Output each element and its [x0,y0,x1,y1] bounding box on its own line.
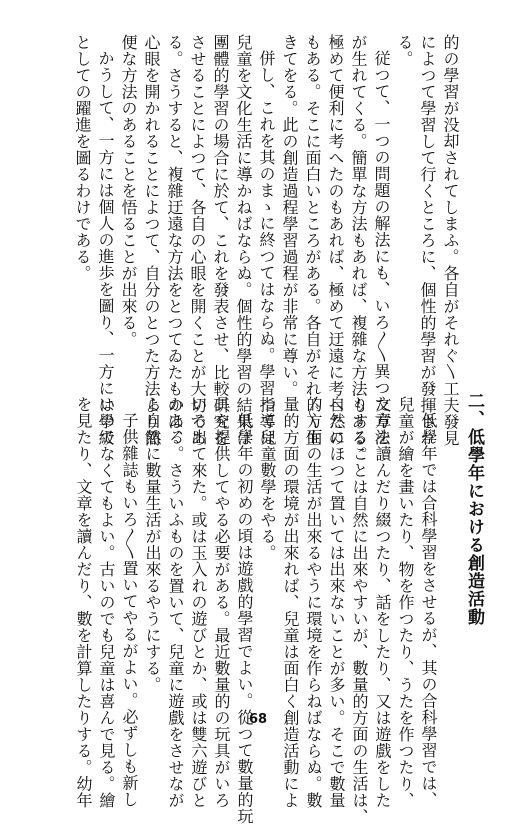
text-line: ら自然に數量生活が出來るやうにする。 [143,396,162,693]
text-line: る。 [395,34,414,67]
text-line: 便な方法のあることを悟ることが出來る。 [119,34,138,348]
text-line: いのでなくてもよい。古いのでも兒童は喜んで見る。繪 [97,396,116,809]
text-line: 自然にほつて置いては出來ないことが多い。そこで數量 [327,396,346,809]
text-line: 兒童を文化生活に導かねばならぬ。個性的學習の結果は [234,34,253,447]
text-line: いろ出て來た。或は玉入れの遊びとか、或は雙六遊びと [189,396,208,809]
text-line: 兒童が繪を畫いたり、物を作つたり、うたを作つたり、 [396,396,415,809]
text-line: させることによつて、各自の心眼を開くことが大切であ [188,34,207,447]
text-line: 極めて便利に考へたのもあれば、極めて迂遠に考へたの [326,34,345,447]
text-line: としての躍進を圖るわけである。 [73,34,92,282]
text-line: きてをる。此の創造過程學習過程が非常に尊い。 [280,34,299,397]
text-line: 具を提供してやる必要がある。最近數量的の玩具がいろ [212,396,231,809]
text-line: 子供雜誌もいろ〳〵置いてやるがよい。必ずしも新し [120,412,139,808]
top-text-block [62,34,462,463]
text-line: が生れてくる。簡單な方法もあれば、複雜な方法もある。 [349,34,368,463]
text-line: る。さうすると、複雜迂遠な方法をとつてゐたものは、 [165,34,184,447]
text-line: 量的方面の環境が出來れば、兒童は面白く創造活動によ [281,396,300,809]
text-line: 的方面の生活が出來るやうに環境を作らねばならぬ。數 [304,396,323,809]
text-line: 低學年の初めの頃は遊戲的學習でよい。從つて數量的玩 [235,412,254,825]
text-line: 文章を讀んだり綴つたり、話をしたり、又は遊戲をした [373,396,392,809]
text-line: 團體的學習の場合に於て、これを發表させ、比較研究を [211,34,230,447]
section-heading: 二、低學年における創造活動 [464,392,484,626]
text-line: かある。さういふものを置いて、兒童に遊戲をさせなが [166,396,185,809]
text-line: 的の學習が没却されてしまふ。各自がそれぐ〵工夫發見 [441,34,460,447]
text-line: 低學年では合科學習をさせるが、其の合科學習では、 [419,412,438,808]
text-line: 併し、これを其のまゝに終つてはならぬ。學習指導は [257,50,276,446]
text-line: かうして、一方には個人の進歩を圖り、一方には學級 [96,50,115,446]
text-line: 心眼を開かれることによつて、自分のとつた方法より簡 [142,34,161,447]
text-line: によつて學習して行くところに、個性的學習が發揮され [418,34,437,447]
text-line: を見たり、文章を讀んだり、數を計算したりする。幼年 [74,396,93,809]
page-number: 68 [248,712,268,727]
text-line: りすることは自然に出來やすいが、數量的方面の生活は、 [350,396,369,825]
text-line: 従つて、一つの問題の解法にも、いろ〳〵異つた方法 [372,50,391,446]
text-line: もある。そこに面白いところがある。各自がそれ〴〵生 [303,34,322,446]
text-line: つて兒童數學をやる。 [258,396,277,561]
